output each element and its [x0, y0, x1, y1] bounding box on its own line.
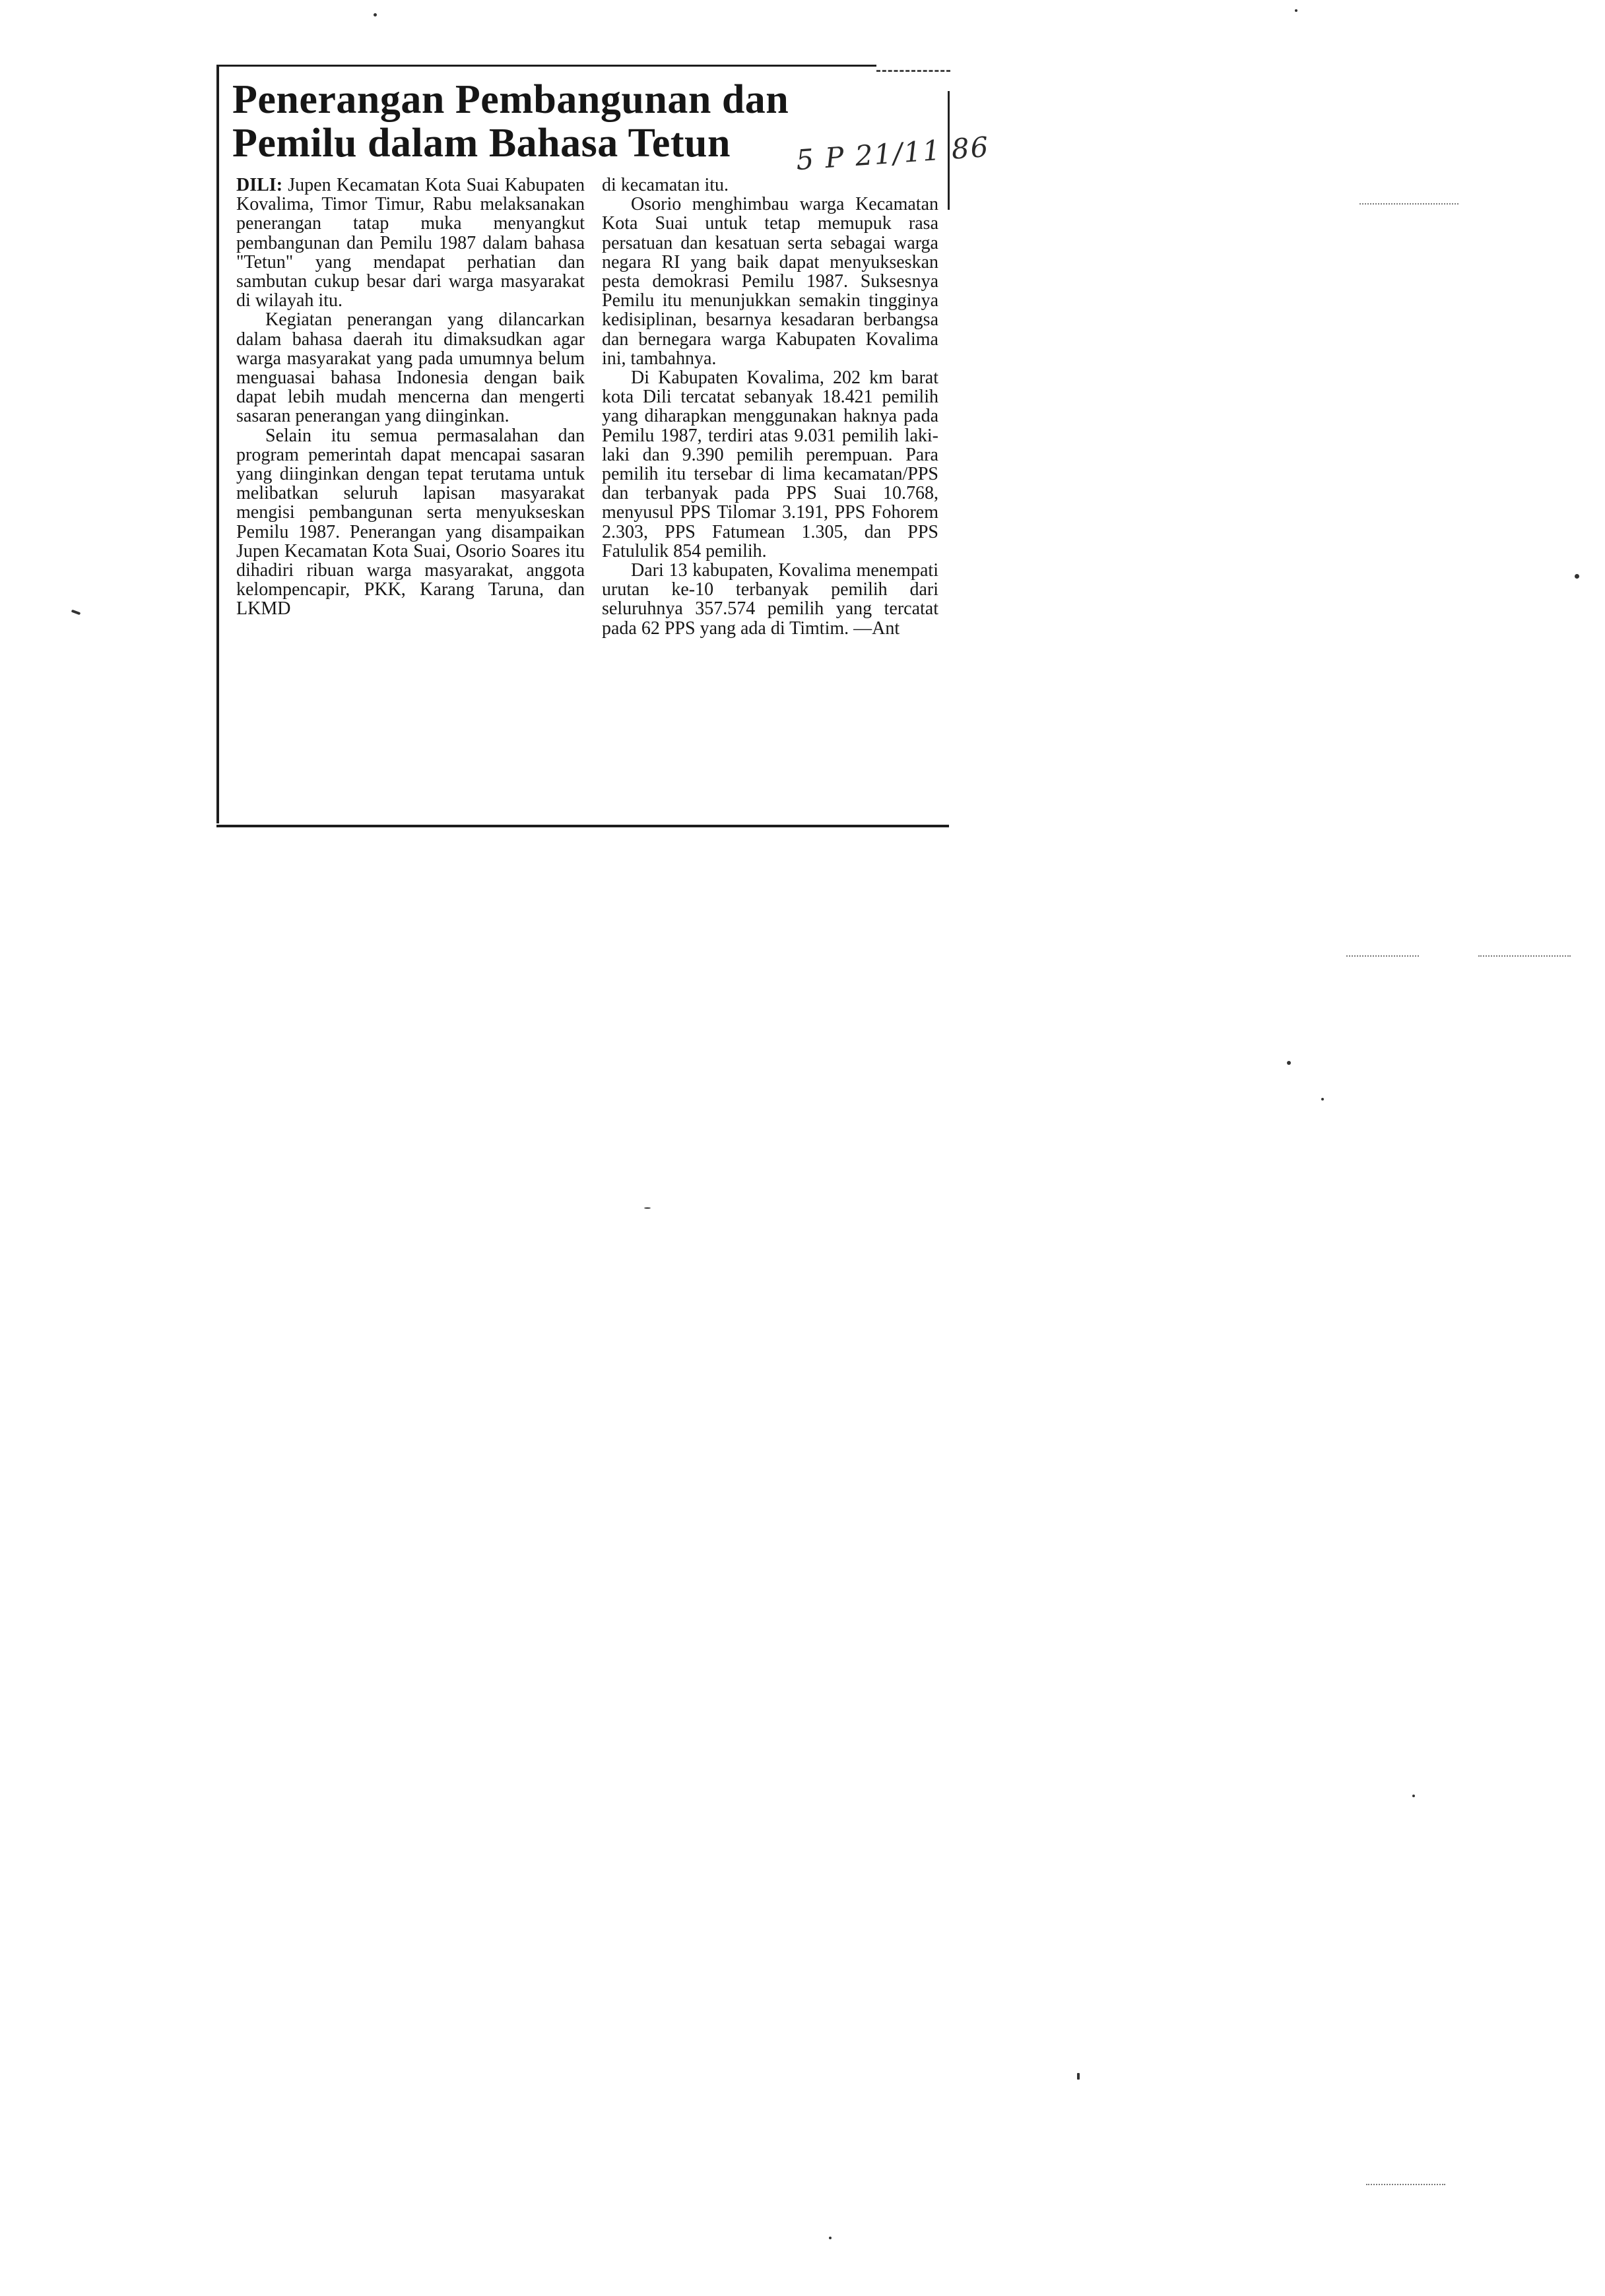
scan-speck — [1077, 2073, 1080, 2080]
scan-dots — [1346, 955, 1419, 957]
scan-dots — [1366, 2184, 1445, 2185]
paragraph: Selain itu semua permasalahan dan program pemerintah dapat mencapai sasaran yang diinginkan dengan tepat terutama untuk melibatkan seluruh lapisan masyarakat mengisi pembangunan serta menyukseskan Pemilu 1987. Penerangan yang disampaikan Jupen Kecamatan Kota Suai, Osorio Soares itu dihadiri ribuan warga masyarakat, anggota kelompencapir, PKK, Karang Taruna, dan LKMD — [236, 425, 585, 620]
scan-speck — [1321, 1098, 1324, 1100]
news-clipping — [216, 65, 991, 829]
headline-line-1: Penerangan Pembangunan dan — [232, 77, 789, 122]
scan-speck — [1575, 574, 1579, 579]
handwritten-date-annotation: 5 P 21/11 86 — [795, 130, 991, 177]
scan-speck — [644, 1207, 651, 1209]
paragraph: DILI: Jupen Kecamatan Kota Suai Kabupaten Kovalima, Timor Timur, Rabu melaksanakan penerangan tatap muka menyangkut pembangunan dan Pemilu 1987 dalam bahasa "Tetun" yang mendapat perhatian dan sambutan cukup besar dari warga masyarakat di wilayah itu. — [236, 175, 585, 311]
clipping-left-rule — [216, 65, 219, 823]
clipping-bottom-rule — [216, 825, 949, 827]
scan-speck — [374, 13, 377, 16]
scan-speck — [1287, 1061, 1291, 1065]
scan-speck — [71, 610, 81, 616]
article-column-left — [236, 175, 585, 619]
dateline: DILI: — [236, 175, 283, 195]
clipping-top-rule-dashed — [876, 70, 950, 72]
article-column-right — [602, 175, 938, 638]
paragraph: Di Kabupaten Kovalima, 202 km barat kota Dili tercatat sebanyak 18.421 pemilih yang diharapkan menggunakan haknya pada Pemilu 1987, terdiri atas 9.031 pemilih laki-laki dan 9.390 pemilih perempuan. Para pemilih itu tersebar di lima kecamatan/PPS dan terbanyak pada PPS Suai 10.768, menyusul PPS Tilomar 3.191, PPS Fohorem 2.303, PPS Fatumean 1.305, dan PPS Fatululik 854 pemilih. — [602, 367, 938, 561]
scan-dots — [1359, 203, 1458, 205]
headline-line-2: Pemilu dalam Bahasa Tetun — [232, 121, 731, 166]
scan-speck — [1295, 9, 1297, 12]
paragraph: Kegiatan penerangan yang dilancarkan dalam bahasa daerah itu dimaksudkan agar warga masyarakat yang pada umumnya belum menguasai bahasa Indonesia dengan baik dapat lebih mudah mencerna dan mengerti sasaran penerangan yang diinginkan. — [236, 309, 585, 427]
clipping-top-rule — [216, 65, 876, 67]
scan-speck — [1412, 1795, 1415, 1797]
paragraph: Dari 13 kabupaten, Kovalima menempati urutan ke-10 terbanyak pemilih dari seluruhnya 357.574 pemilih yang tercatat pada 62 PPS yang ada di Timtim. —Ant — [602, 560, 938, 639]
paragraph: Osorio menghimbau warga Kecamatan Kota Suai untuk tetap memupuk rasa persatuan dan kesatuan serta sebagai warga negara RI yang baik dapat menyukseskan pesta demokrasi Pemilu 1987. Suksesnya Pemilu itu menunjukkan semakin tingginya kedisiplinan, besarnya kesadaran berbangsa dan bernegara warga Kabupaten Kovalima ini, tambahnya. — [602, 194, 938, 369]
scan-dots — [1478, 955, 1571, 957]
paragraph: di kecamatan itu. — [602, 175, 729, 195]
scan-speck — [829, 2237, 832, 2239]
